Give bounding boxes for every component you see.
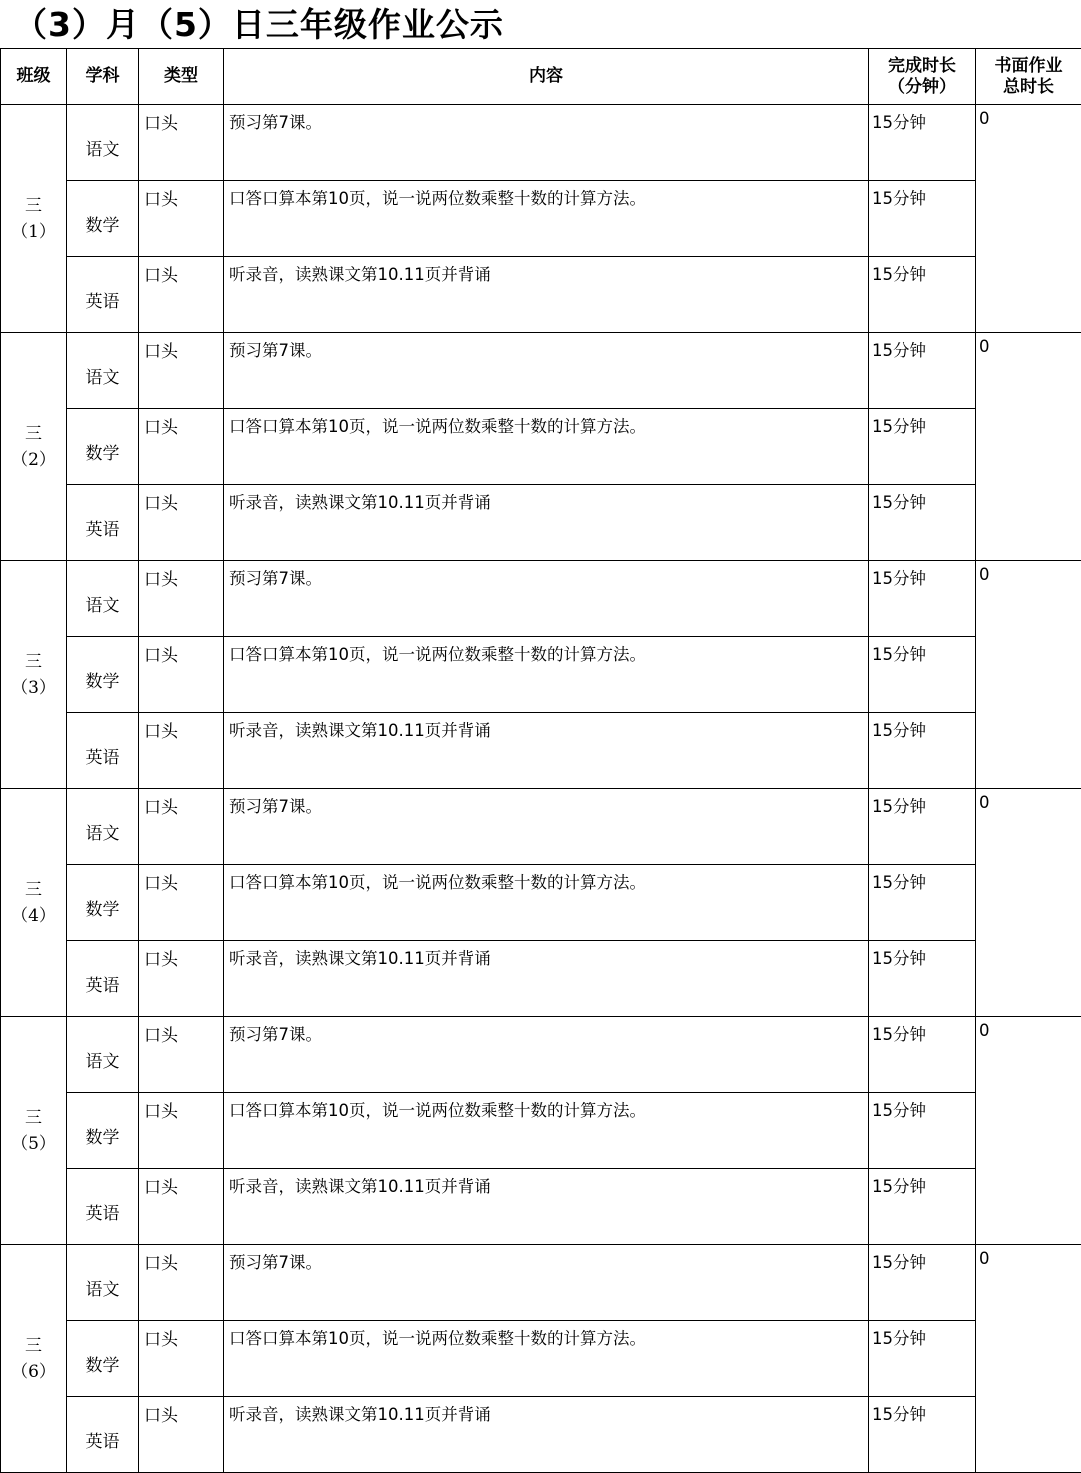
subject-cell: 数学: [67, 865, 139, 941]
written-total-cell: 0: [976, 789, 1081, 1017]
time-cell: 15分钟: [869, 409, 976, 485]
type-cell: 口头: [139, 181, 224, 257]
type-cell: 口头: [139, 561, 224, 637]
subject-cell: 英语: [67, 1397, 139, 1473]
subject-cell: 语文: [67, 1245, 139, 1321]
class-number: （4）: [11, 905, 56, 926]
subject-cell: 数学: [67, 1321, 139, 1397]
written-total-cell: 0: [976, 333, 1081, 561]
table-row: [1, 181, 1081, 257]
type-cell: 口头: [139, 257, 224, 333]
class-grade: 三: [25, 1335, 42, 1356]
content-cell: 口答口算本第10页，说一说两位数乘整十数的计算方法。: [224, 1321, 869, 1397]
homework-table: [0, 48, 1081, 1473]
content-cell: 口答口算本第10页，说一说两位数乘整十数的计算方法。: [224, 1093, 869, 1169]
type-cell: 口头: [139, 105, 224, 181]
type-cell: 口头: [139, 409, 224, 485]
content-cell: 口答口算本第10页，说一说两位数乘整十数的计算方法。: [224, 409, 869, 485]
header-total-line1: 书面作业: [994, 55, 1063, 76]
content-cell: 口答口算本第10页，说一说两位数乘整十数的计算方法。: [224, 181, 869, 257]
class-grade: 三: [25, 423, 42, 444]
content-cell: 口答口算本第10页，说一说两位数乘整十数的计算方法。: [224, 637, 869, 713]
subject-cell: 英语: [67, 257, 139, 333]
table-row: [1, 941, 1081, 1017]
table-row: [1, 1321, 1081, 1397]
type-cell: 口头: [139, 637, 224, 713]
written-total-cell: 0: [976, 105, 1081, 333]
type-cell: 口头: [139, 941, 224, 1017]
class-grade: 三: [25, 879, 42, 900]
time-cell: 15分钟: [869, 713, 976, 789]
content-cell: 预习第7课。: [224, 1245, 869, 1321]
class-grade: 三: [25, 1107, 42, 1128]
header-class: 班级: [1, 49, 67, 105]
time-cell: 15分钟: [869, 941, 976, 1017]
time-cell: 15分钟: [869, 1397, 976, 1473]
content-cell: 听录音，读熟课文第10.11页并背诵: [224, 1397, 869, 1473]
content-cell: 听录音，读熟课文第10.11页并背诵: [224, 257, 869, 333]
table-row: [1, 1245, 1081, 1321]
table-row: [1, 1397, 1081, 1473]
subject-cell: 数学: [67, 409, 139, 485]
content-cell: 听录音，读熟课文第10.11页并背诵: [224, 485, 869, 561]
type-cell: 口头: [139, 1017, 224, 1093]
time-cell: 15分钟: [869, 637, 976, 713]
written-total-cell: 0: [976, 1017, 1081, 1245]
type-cell: 口头: [139, 485, 224, 561]
header-time: [869, 49, 976, 105]
table-row: [1, 713, 1081, 789]
class-grade: 三: [25, 195, 42, 216]
content-cell: 预习第7课。: [224, 105, 869, 181]
class-cell: [1, 789, 67, 1017]
subject-cell: 语文: [67, 333, 139, 409]
class-cell: [1, 1017, 67, 1245]
table-row: [1, 1093, 1081, 1169]
class-number: （6）: [11, 1361, 56, 1382]
header-total-line2: 总时长: [1003, 76, 1054, 97]
table-row: [1, 1017, 1081, 1093]
subject-cell: 英语: [67, 941, 139, 1017]
content-cell: 预习第7课。: [224, 789, 869, 865]
table-row: [1, 561, 1081, 637]
type-cell: 口头: [139, 865, 224, 941]
time-cell: 15分钟: [869, 1321, 976, 1397]
time-cell: 15分钟: [869, 181, 976, 257]
time-cell: 15分钟: [869, 105, 976, 181]
table-row: [1, 257, 1081, 333]
subject-cell: 语文: [67, 105, 139, 181]
subject-cell: 英语: [67, 1169, 139, 1245]
content-cell: 听录音，读熟课文第10.11页并背诵: [224, 713, 869, 789]
written-total-cell: 0: [976, 561, 1081, 789]
type-cell: 口头: [139, 1245, 224, 1321]
type-cell: 口头: [139, 1169, 224, 1245]
class-cell: [1, 561, 67, 789]
content-cell: 听录音，读熟课文第10.11页并背诵: [224, 941, 869, 1017]
written-total-cell: 0: [976, 1245, 1081, 1473]
subject-cell: 英语: [67, 485, 139, 561]
class-number: （5）: [11, 1133, 56, 1154]
type-cell: 口头: [139, 1093, 224, 1169]
time-cell: 15分钟: [869, 257, 976, 333]
type-cell: 口头: [139, 333, 224, 409]
header-type: 类型: [139, 49, 224, 105]
table-row: [1, 105, 1081, 181]
class-number: （3）: [11, 677, 56, 698]
type-cell: 口头: [139, 713, 224, 789]
header-subject: 学科: [67, 49, 139, 105]
class-number: （1）: [11, 221, 56, 242]
time-cell: 15分钟: [869, 1093, 976, 1169]
table-row: [1, 637, 1081, 713]
content-cell: 预习第7课。: [224, 333, 869, 409]
subject-cell: 语文: [67, 1017, 139, 1093]
class-grade: 三: [25, 651, 42, 672]
table-row: [1, 333, 1081, 409]
content-cell: 口答口算本第10页，说一说两位数乘整十数的计算方法。: [224, 865, 869, 941]
header-written-total: [976, 49, 1081, 105]
subject-cell: 语文: [67, 789, 139, 865]
class-number: （2）: [11, 449, 56, 470]
header-time-line2: （分钟）: [888, 76, 956, 97]
content-cell: 预习第7课。: [224, 1017, 869, 1093]
class-cell: [1, 1245, 67, 1473]
type-cell: 口头: [139, 1321, 224, 1397]
table-row: [1, 789, 1081, 865]
subject-cell: 语文: [67, 561, 139, 637]
class-cell: [1, 333, 67, 561]
header-content: 内容: [224, 49, 869, 105]
subject-cell: 数学: [67, 181, 139, 257]
table-body: [1, 105, 1081, 1473]
time-cell: 15分钟: [869, 561, 976, 637]
page-title: （3）月（5）日三年级作业公示: [14, 5, 504, 44]
table-row: [1, 485, 1081, 561]
subject-cell: 数学: [67, 637, 139, 713]
header-row: [1, 49, 1081, 105]
time-cell: 15分钟: [869, 1245, 976, 1321]
type-cell: 口头: [139, 789, 224, 865]
content-cell: 预习第7课。: [224, 561, 869, 637]
subject-cell: 英语: [67, 713, 139, 789]
time-cell: 15分钟: [869, 333, 976, 409]
time-cell: 15分钟: [869, 1017, 976, 1093]
header-time-line1: 完成时长: [888, 55, 956, 76]
table-row: [1, 1169, 1081, 1245]
type-cell: 口头: [139, 1397, 224, 1473]
table-row: [1, 865, 1081, 941]
table-row: [1, 409, 1081, 485]
content-cell: 听录音，读熟课文第10.11页并背诵: [224, 1169, 869, 1245]
time-cell: 15分钟: [869, 1169, 976, 1245]
time-cell: 15分钟: [869, 485, 976, 561]
subject-cell: 数学: [67, 1093, 139, 1169]
time-cell: 15分钟: [869, 789, 976, 865]
class-cell: [1, 105, 67, 333]
time-cell: 15分钟: [869, 865, 976, 941]
